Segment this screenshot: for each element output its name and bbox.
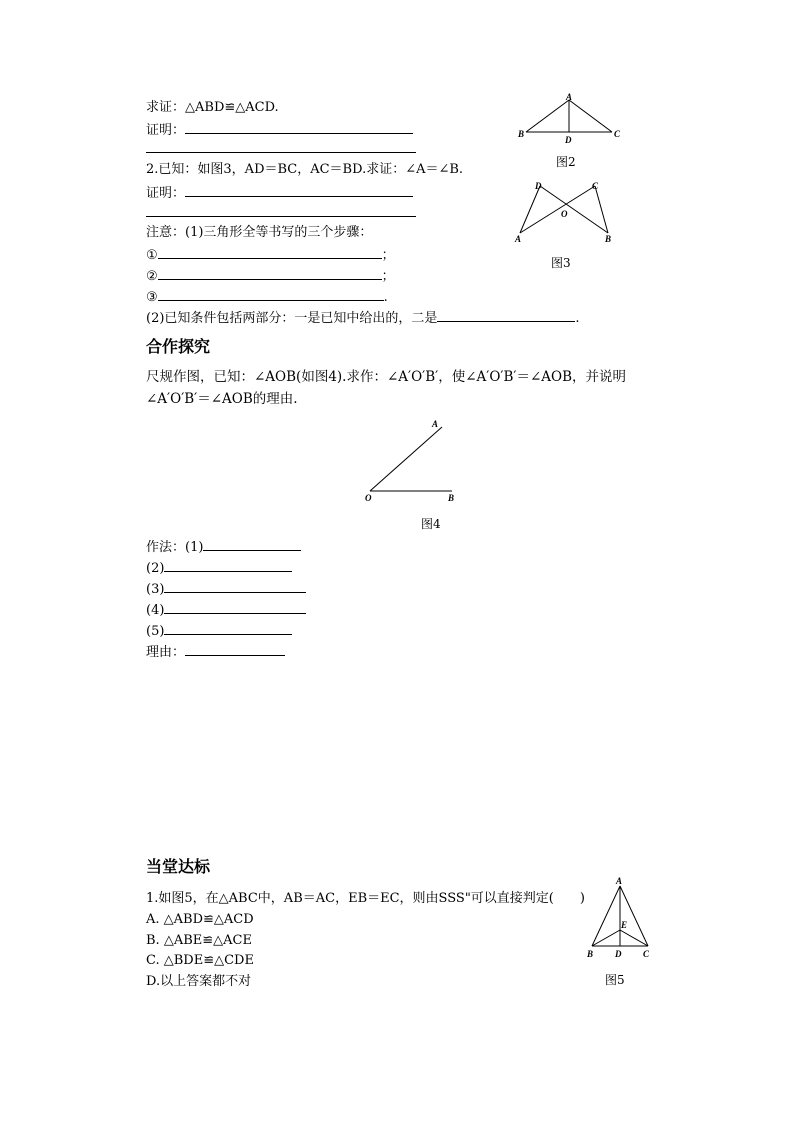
- label-c: C: [614, 129, 621, 139]
- construction-text-1: 尺规作图，已知：∠AOB(如图4).求作：∠A′O′B′，使∠A′O′B′＝∠AOB，并说明: [146, 369, 627, 385]
- segment-ab: [526, 100, 569, 132]
- reason-line: [146, 643, 285, 661]
- section-heading-practice: 当堂达标: [146, 857, 211, 876]
- figure-5-caption: 图5: [605, 973, 625, 987]
- option-c[interactable]: C. △BDE≌△CDE: [146, 953, 254, 968]
- step-marker: ③: [146, 290, 158, 305]
- figure-2: [510, 92, 630, 152]
- step-marker: ②: [146, 269, 158, 284]
- answer-blank[interactable]: [164, 622, 292, 635]
- note-2: [146, 309, 580, 327]
- figure-3-caption: 图3: [551, 256, 571, 270]
- step-2: [146, 267, 395, 285]
- proof-line-2: [146, 184, 413, 202]
- prove-statement: 求证：△ABD≌△ACD.: [146, 100, 279, 115]
- label-a: A: [515, 234, 522, 244]
- label-o: O: [365, 493, 372, 503]
- option-b[interactable]: B. △ABE≌△ACE: [146, 933, 252, 948]
- label-c: C: [592, 181, 599, 191]
- segment-ac: [520, 186, 595, 233]
- proof-label: 证明：: [146, 186, 186, 201]
- figure-4: [358, 415, 466, 505]
- segment-ad: [520, 186, 540, 233]
- method-step-1: [146, 538, 301, 556]
- option-d[interactable]: D.以上答案都不对: [146, 974, 252, 989]
- label-a: A: [566, 92, 573, 102]
- label-d: D: [535, 181, 542, 191]
- answer-blank[interactable]: [158, 288, 384, 301]
- step-marker: ①: [146, 248, 158, 263]
- answer-blank[interactable]: [164, 559, 292, 572]
- label-d: D: [615, 949, 622, 959]
- step-3: [146, 288, 388, 306]
- proof-line-1: [146, 121, 413, 139]
- step-punct: ；: [381, 248, 395, 263]
- answer-rule[interactable]: [146, 216, 416, 217]
- label-b: B: [605, 234, 612, 244]
- note-2-text: (2)已知条件包括两部分：一是已知中给出的，二是: [146, 311, 438, 326]
- figure-5: [584, 872, 656, 962]
- answer-blank[interactable]: [164, 580, 306, 593]
- method-number: (5): [146, 624, 165, 639]
- question-1: 1.如图5，在△ABC中，AB＝AC，EB＝EC，则由SSS"可以直接判定( ): [146, 891, 585, 906]
- label-d: D: [565, 135, 572, 145]
- note-2-punct: .: [575, 311, 580, 326]
- answer-blank[interactable]: [437, 309, 575, 322]
- method-step-3: [146, 580, 306, 598]
- section-heading-cooperate: 合作探究: [146, 337, 211, 356]
- segment-ac: [620, 886, 648, 946]
- figure-3: [510, 176, 622, 246]
- label-o: O: [561, 209, 568, 219]
- answer-blank[interactable]: [158, 267, 382, 280]
- answer-blank[interactable]: [164, 601, 306, 614]
- answer-blank[interactable]: [185, 121, 413, 134]
- answer-rule[interactable]: [146, 152, 416, 153]
- option-a[interactable]: A. △ABD≌△ACD: [146, 912, 254, 927]
- method-step-2: [146, 559, 292, 577]
- answer-blank[interactable]: [203, 538, 301, 551]
- answer-blank[interactable]: [185, 643, 285, 656]
- method-step-4: [146, 601, 306, 619]
- method-label: 作法：(1): [146, 540, 204, 555]
- label-e: E: [621, 920, 628, 930]
- segment-bd: [540, 186, 608, 233]
- proof-label: 证明：: [146, 123, 186, 138]
- question-2: 2.已知：如图3，AD＝BC，AC＝BD.求证：∠A＝∠B.: [146, 162, 464, 177]
- label-b: B: [448, 493, 455, 503]
- reason-label: 理由：: [146, 645, 186, 660]
- label-a: A: [432, 419, 439, 429]
- method-number: (4): [146, 603, 165, 618]
- step-punct: ；: [381, 269, 395, 284]
- note-line: 注意：(1)三角形全等书写的三个步骤：: [146, 225, 373, 240]
- label-b: B: [587, 949, 594, 959]
- answer-blank[interactable]: [158, 246, 382, 259]
- label-b: B: [518, 129, 525, 139]
- segment-ac: [569, 100, 612, 132]
- label-c: C: [643, 949, 650, 959]
- label-a: A: [616, 876, 623, 886]
- figure-2-caption: 图2: [556, 155, 576, 169]
- construction-text-2: ∠A′O′B′＝∠AOB的理由.: [146, 391, 298, 407]
- step-1: [146, 246, 395, 264]
- answer-blank[interactable]: [185, 184, 413, 197]
- method-number: (3): [146, 582, 165, 597]
- method-number: (2): [146, 561, 165, 576]
- figure-4-caption: 图4: [421, 517, 441, 531]
- step-punct: .: [383, 290, 388, 305]
- segment-ab: [592, 886, 620, 946]
- ray-oa: [370, 427, 442, 491]
- method-step-5: [146, 622, 292, 640]
